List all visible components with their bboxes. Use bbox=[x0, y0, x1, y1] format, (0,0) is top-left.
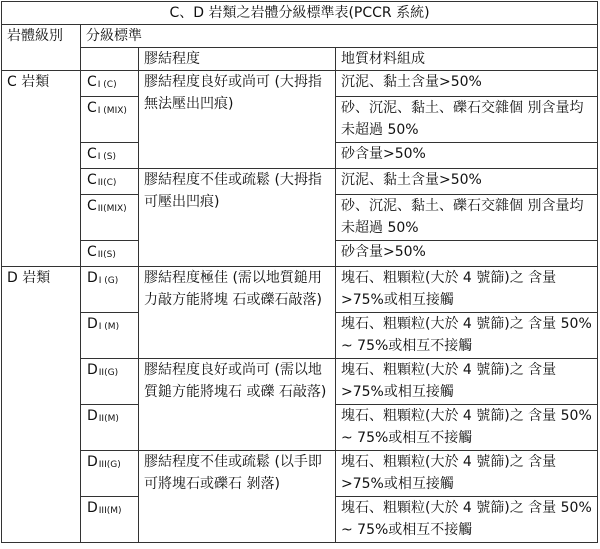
material-cell: 砂含量>50% bbox=[336, 241, 598, 267]
material-cell: 塊石、粗顆粒(大於 4 號篩)之 含量 50% ~ 75%或相互不接觸 bbox=[336, 313, 598, 359]
material-cell: 塊石、粗顆粒(大於 4 號篩)之 含量>75%或相互接觸 bbox=[336, 451, 598, 497]
code-cell: DI (G) bbox=[81, 267, 139, 313]
c-cementation-poor: 膠結程度不佳或疏鬆 (大拇指可壓出凹痕) bbox=[139, 169, 336, 267]
d-cementation-good: 膠結程度良好或尚可 (需以地質鎚方能將塊石 或礫 石敲落) bbox=[139, 359, 336, 451]
material-cell: 砂、沉泥、黏土、礫石交雜個 別含量均未超過 50% bbox=[336, 97, 598, 143]
code-cell: CI (S) bbox=[81, 143, 139, 169]
header-geologic-material: 地質材料組成 bbox=[336, 48, 598, 71]
d-cementation-excellent: 膠結程度極佳 (需以地質鎚用力敲方能將塊 石或礫石敲落) bbox=[139, 267, 336, 359]
rock-classification-table bbox=[1, 1, 598, 543]
material-cell: 塊石、粗顆粒(大於 4 號篩)之 含量>75%或相互接觸 bbox=[336, 359, 598, 405]
code-cell: CI (C) bbox=[81, 71, 139, 97]
code-cell: DII(G) bbox=[81, 359, 139, 405]
material-cell: 沉泥、黏土含量>50% bbox=[336, 71, 598, 97]
group-c-name: C 岩類 bbox=[2, 71, 81, 267]
code-cell: CII(MIX) bbox=[81, 195, 139, 241]
material-cell: 砂、沉泥、黏土、礫石交雜個 別含量均未超過 50% bbox=[336, 195, 598, 241]
material-cell: 塊石、粗顆粒(大於 4 號篩)之 含量 50% ~ 75%或相互不接觸 bbox=[336, 497, 598, 543]
material-cell: 塊石、粗顆粒(大於 4 號篩)之 含量>75%或相互接觸 bbox=[336, 267, 598, 313]
code-cell: DIII(G) bbox=[81, 451, 139, 497]
table-title: C、D 岩類之岩體分級標準表(PCCR 系統) bbox=[2, 2, 598, 25]
header-cementation-spacer bbox=[81, 48, 139, 71]
d-cementation-poor: 膠結程度不佳或疏鬆 (以手即可將塊石或礫石 剝落) bbox=[139, 451, 336, 543]
header-grading-standard: 分級標準 bbox=[81, 25, 598, 48]
c-cementation-good: 膠結程度良好或尚可 (大拇指無法壓出凹痕) bbox=[139, 71, 336, 169]
header-rock-class: 岩體級別 bbox=[2, 25, 81, 71]
code-cell: DI (M) bbox=[81, 313, 139, 359]
code-cell: DII(M) bbox=[81, 405, 139, 451]
header-cementation: 膠結程度 bbox=[139, 48, 336, 71]
code-cell: CI (MIX) bbox=[81, 97, 139, 143]
group-d-name: D 岩類 bbox=[2, 267, 81, 543]
code-cell: CII(C) bbox=[81, 169, 139, 195]
material-cell: 沉泥、黏土含量>50% bbox=[336, 169, 598, 195]
classification-table-container bbox=[1, 1, 598, 543]
material-cell: 塊石、粗顆粒(大於 4 號篩)之 含量 50% ~ 75%或相互不接觸 bbox=[336, 405, 598, 451]
code-cell: DIII(M) bbox=[81, 497, 139, 543]
code-cell: CII(S) bbox=[81, 241, 139, 267]
material-cell: 砂含量>50% bbox=[336, 143, 598, 169]
